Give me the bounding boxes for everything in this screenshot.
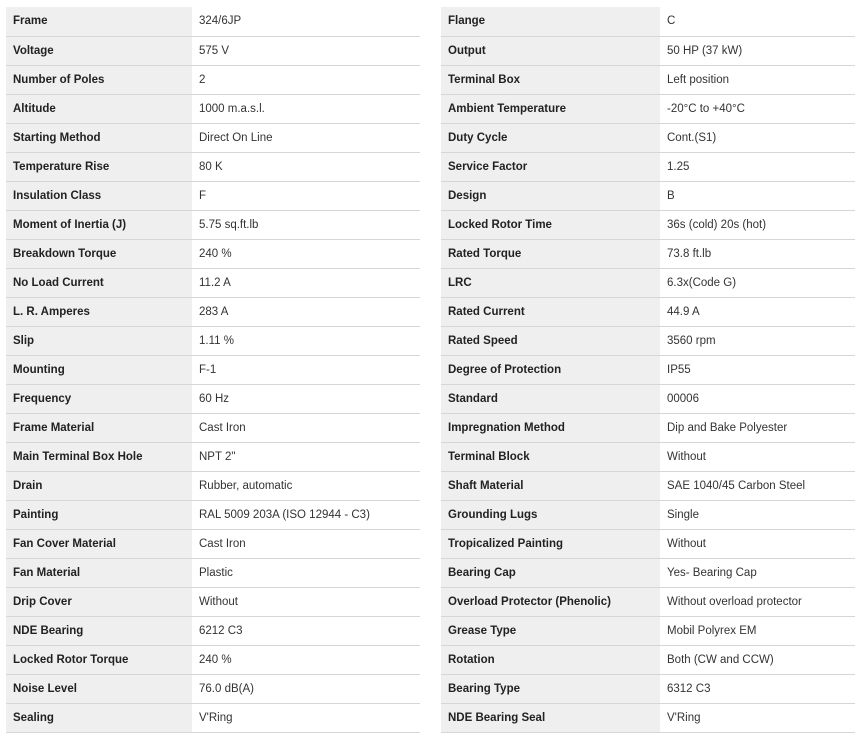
spec-value: 240 % (192, 645, 420, 674)
spec-label: Duty Cycle (441, 123, 660, 152)
spec-row (441, 326, 855, 355)
spec-label: Starting Method (6, 123, 192, 152)
spec-row (6, 36, 420, 65)
spec-value: 60 Hz (192, 384, 420, 413)
spec-row (6, 355, 420, 384)
spec-row (441, 587, 855, 616)
spec-row (441, 413, 855, 442)
spec-label: Ambient Temperature (441, 94, 660, 123)
spec-label: Standard (441, 384, 660, 413)
spec-value: NPT 2" (192, 442, 420, 471)
spec-label: Frame (6, 7, 192, 36)
spec-value: Cast Iron (192, 529, 420, 558)
spec-row (6, 210, 420, 239)
spec-row (441, 268, 855, 297)
spec-value: 76.0 dB(A) (192, 674, 420, 703)
spec-value: Rubber, automatic (192, 471, 420, 500)
spec-label: Rated Current (441, 297, 660, 326)
spec-value: Yes- Bearing Cap (660, 558, 855, 587)
spec-label: Number of Poles (6, 65, 192, 94)
spec-label: No Load Current (6, 268, 192, 297)
spec-value: 240 % (192, 239, 420, 268)
spec-row (6, 703, 420, 732)
spec-value: 283 A (192, 297, 420, 326)
spec-label: Grease Type (441, 616, 660, 645)
spec-label: Shaft Material (441, 471, 660, 500)
spec-value: 575 V (192, 36, 420, 65)
spec-value: B (660, 181, 855, 210)
spec-value: 2 (192, 65, 420, 94)
spec-row (441, 36, 855, 65)
spec-row (441, 645, 855, 674)
spec-row (6, 645, 420, 674)
spec-value: 50 HP (37 kW) (660, 36, 855, 65)
spec-row (6, 7, 420, 36)
spec-value: Both (CW and CCW) (660, 645, 855, 674)
spec-label: Tropicalized Painting (441, 529, 660, 558)
spec-row (6, 500, 420, 529)
spec-value: Without (660, 442, 855, 471)
spec-row (6, 268, 420, 297)
spec-row (441, 355, 855, 384)
spec-value: 1000 m.a.s.l. (192, 94, 420, 123)
spec-value: F-1 (192, 355, 420, 384)
spec-label: Noise Level (6, 674, 192, 703)
spec-label: Output (441, 36, 660, 65)
spec-value: SAE 1040/45 Carbon Steel (660, 471, 855, 500)
spec-value: 6.3x(Code G) (660, 268, 855, 297)
spec-row (441, 239, 855, 268)
spec-row (6, 65, 420, 94)
spec-label: Painting (6, 500, 192, 529)
spec-row (6, 384, 420, 413)
spec-label: Fan Cover Material (6, 529, 192, 558)
spec-value: IP55 (660, 355, 855, 384)
spec-label: Terminal Block (441, 442, 660, 471)
spec-row (6, 413, 420, 442)
spec-label: NDE Bearing (6, 616, 192, 645)
spec-label: Altitude (6, 94, 192, 123)
spec-row (6, 558, 420, 587)
spec-value: Cont.(S1) (660, 123, 855, 152)
spec-label: Degree of Protection (441, 355, 660, 384)
spec-value: -20°C to +40°C (660, 94, 855, 123)
spec-label: Bearing Type (441, 674, 660, 703)
spec-row (441, 181, 855, 210)
spec-row (6, 442, 420, 471)
spec-label: LRC (441, 268, 660, 297)
spec-value: 80 K (192, 152, 420, 181)
spec-value: 36s (cold) 20s (hot) (660, 210, 855, 239)
spec-value: V'Ring (192, 703, 420, 732)
spec-label: L. R. Amperes (6, 297, 192, 326)
spec-value: 1.11 % (192, 326, 420, 355)
spec-value: 3560 rpm (660, 326, 855, 355)
spec-row (6, 674, 420, 703)
spec-label: Service Factor (441, 152, 660, 181)
left-spec-table (6, 7, 420, 733)
spec-value: 324/6JP (192, 7, 420, 36)
spec-value: Left position (660, 65, 855, 94)
spec-value: 6312 C3 (660, 674, 855, 703)
spec-label: Slip (6, 326, 192, 355)
spec-row (6, 587, 420, 616)
spec-label: Design (441, 181, 660, 210)
spec-value: 5.75 sq.ft.lb (192, 210, 420, 239)
spec-value: RAL 5009 203A (ISO 12944 - C3) (192, 500, 420, 529)
spec-value: 73.8 ft.lb (660, 239, 855, 268)
spec-label: Fan Material (6, 558, 192, 587)
spec-row (441, 500, 855, 529)
spec-row (6, 94, 420, 123)
spec-label: Bearing Cap (441, 558, 660, 587)
spec-label: Locked Rotor Time (441, 210, 660, 239)
spec-value: Direct On Line (192, 123, 420, 152)
spec-value: Without (192, 587, 420, 616)
spec-label: Drain (6, 471, 192, 500)
spec-label: Temperature Rise (6, 152, 192, 181)
spec-value: Without (660, 529, 855, 558)
spec-label: Terminal Box (441, 65, 660, 94)
spec-row (441, 384, 855, 413)
spec-value: 44.9 A (660, 297, 855, 326)
spec-row (6, 239, 420, 268)
spec-label: NDE Bearing Seal (441, 703, 660, 732)
spec-label: Breakdown Torque (6, 239, 192, 268)
spec-row (441, 297, 855, 326)
spec-row (6, 529, 420, 558)
spec-label: Grounding Lugs (441, 500, 660, 529)
spec-row (441, 674, 855, 703)
spec-label: Impregnation Method (441, 413, 660, 442)
spec-row (441, 442, 855, 471)
spec-label: Flange (441, 7, 660, 36)
right-spec-table (441, 7, 855, 733)
spec-row (441, 616, 855, 645)
spec-row (6, 471, 420, 500)
spec-label: Locked Rotor Torque (6, 645, 192, 674)
spec-label: Rated Speed (441, 326, 660, 355)
spec-value: Dip and Bake Polyester (660, 413, 855, 442)
spec-row (441, 7, 855, 36)
spec-row (6, 616, 420, 645)
spec-value: Without overload protector (660, 587, 855, 616)
spec-label: Rotation (441, 645, 660, 674)
spec-label: Frequency (6, 384, 192, 413)
spec-row (441, 65, 855, 94)
spec-label: Sealing (6, 703, 192, 732)
spec-value: Plastic (192, 558, 420, 587)
spec-label: Drip Cover (6, 587, 192, 616)
spec-value: Mobil Polyrex EM (660, 616, 855, 645)
spec-row (6, 326, 420, 355)
spec-label: Frame Material (6, 413, 192, 442)
spec-value: 00006 (660, 384, 855, 413)
spec-value: 11.2 A (192, 268, 420, 297)
spec-row (6, 123, 420, 152)
spec-row (441, 94, 855, 123)
spec-row (441, 123, 855, 152)
spec-row (6, 181, 420, 210)
spec-row (441, 471, 855, 500)
spec-value: 1.25 (660, 152, 855, 181)
spec-label: Main Terminal Box Hole (6, 442, 192, 471)
spec-row (441, 210, 855, 239)
spec-label: Moment of Inertia (J) (6, 210, 192, 239)
spec-label: Insulation Class (6, 181, 192, 210)
spec-value: V'Ring (660, 703, 855, 732)
spec-row (441, 558, 855, 587)
spec-row (6, 152, 420, 181)
spec-label: Rated Torque (441, 239, 660, 268)
spec-value: Cast Iron (192, 413, 420, 442)
spec-label: Voltage (6, 36, 192, 65)
spec-label: Mounting (6, 355, 192, 384)
spec-value: F (192, 181, 420, 210)
spec-row (6, 297, 420, 326)
spec-row (441, 703, 855, 732)
spec-row (441, 152, 855, 181)
spec-label: Overload Protector (Phenolic) (441, 587, 660, 616)
spec-value: C (660, 7, 855, 36)
spec-value: 6212 C3 (192, 616, 420, 645)
spec-row (441, 529, 855, 558)
spec-value: Single (660, 500, 855, 529)
